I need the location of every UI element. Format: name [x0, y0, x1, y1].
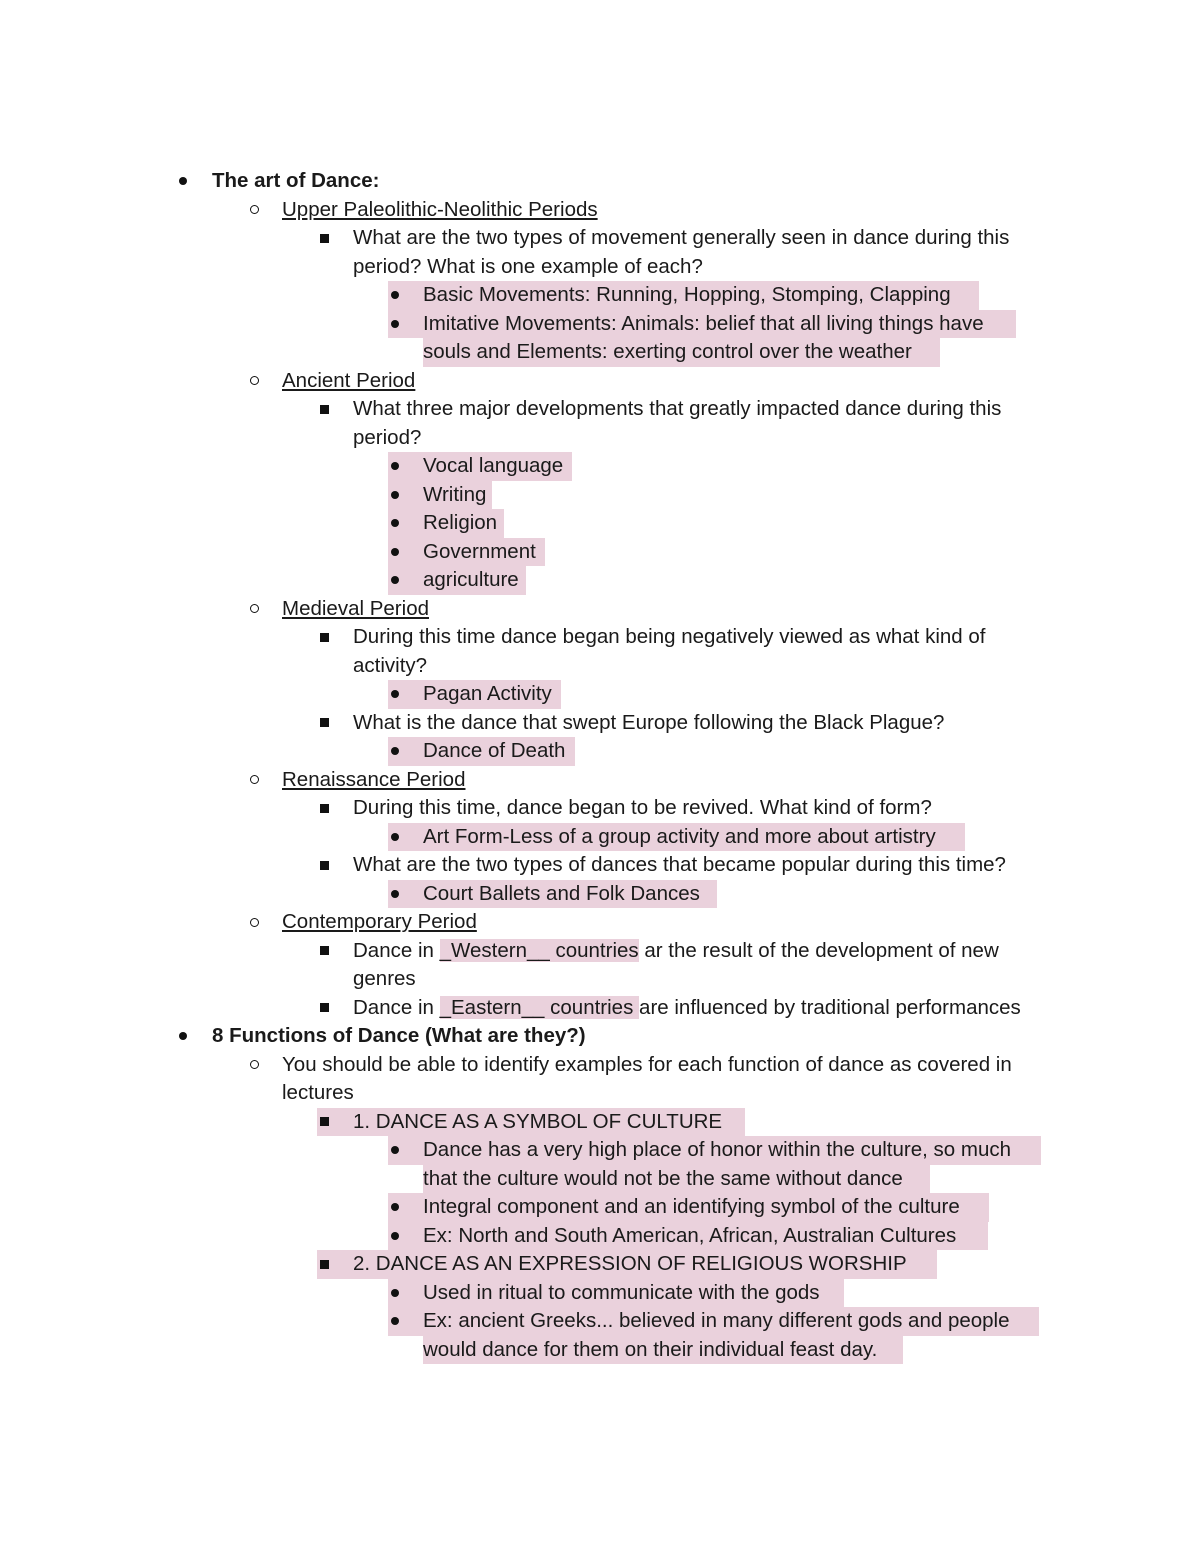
- question-continuation: [0, 652, 1200, 681]
- disc-bullet-icon: [388, 1136, 402, 1165]
- question-text: [353, 994, 1021, 1023]
- outline-item-functions: [0, 1022, 1200, 1051]
- function-heading-item: [0, 1250, 1200, 1279]
- square-bullet-icon: [317, 623, 331, 652]
- outline-item-medieval: [0, 595, 1200, 624]
- answer-fill: _Western__ countries: [439, 938, 639, 962]
- answer-item: [0, 310, 1200, 339]
- question-item: [0, 224, 1200, 253]
- question-item: [0, 994, 1200, 1023]
- question-text: [353, 937, 999, 966]
- disc-bullet-icon: [388, 880, 402, 909]
- section-title: The art of Dance:: [212, 169, 380, 192]
- disc-bullet-icon: [388, 310, 402, 339]
- function-heading-item: [0, 1108, 1200, 1137]
- question-item: [0, 623, 1200, 652]
- outline-item-renaissance: [0, 766, 1200, 795]
- answer-text: Pagan Activity: [423, 682, 552, 705]
- question-text: What three major developments that greatly impacted dance during this: [353, 397, 1002, 420]
- answer-text: Writing: [423, 482, 487, 506]
- answer-text: Integral component and an identifying symbol of the culture: [423, 1195, 960, 1218]
- answer-text: Basic Movements: Running, Hopping, Stomping, Clapping: [423, 283, 951, 306]
- question-text: period?: [353, 425, 422, 449]
- answer-item: [0, 1136, 1200, 1165]
- answer-text: Ex: ancient Greeks... believed in many different gods and people: [423, 1309, 1010, 1332]
- circle-bullet-icon: [247, 595, 261, 624]
- question-item: [0, 794, 1200, 823]
- square-bullet-icon: [317, 794, 331, 823]
- answer-text: Court Ballets and Folk Dances: [423, 881, 700, 905]
- functions-intro: [0, 1051, 1200, 1080]
- answer-text: Vocal language: [423, 454, 564, 477]
- period-heading: Upper Paleolithic-Neolithic Periods: [282, 197, 598, 221]
- answer-item: [0, 281, 1200, 310]
- disc-bullet-icon: [388, 1307, 402, 1336]
- disc-bullet-icon: [176, 1022, 190, 1051]
- square-bullet-icon: [317, 994, 331, 1023]
- answer-text: Ex: North and South American, African, Australian Cultures: [423, 1223, 957, 1247]
- section-title: 8 Functions of Dance (What are they?): [212, 1024, 586, 1047]
- intro-text: lectures: [282, 1081, 354, 1104]
- answer-text: would dance for them on their individual feast day.: [423, 1337, 878, 1361]
- circle-bullet-icon: [247, 766, 261, 795]
- answer-text: Dance of Death: [423, 739, 566, 762]
- answer-text: Religion: [423, 511, 498, 534]
- outline-item-contemporary: [0, 908, 1200, 937]
- outline-item-upper-paleolithic: [0, 196, 1200, 225]
- question-text: What are the two types of dances that became popular during this time?: [353, 853, 1006, 876]
- square-bullet-icon: [317, 851, 331, 880]
- circle-bullet-icon: [247, 908, 261, 937]
- disc-bullet-icon: [388, 509, 402, 538]
- answer-item: [0, 509, 1200, 538]
- answer-text: agriculture: [423, 568, 519, 591]
- disc-bullet-icon: [388, 1222, 402, 1251]
- square-bullet-icon: [317, 224, 331, 253]
- answer-item: [0, 566, 1200, 595]
- circle-bullet-icon: [247, 367, 261, 396]
- question-item: [0, 395, 1200, 424]
- disc-bullet-icon: [388, 538, 402, 567]
- function-heading: 2. DANCE AS AN EXPRESSION OF RELIGIOUS WORSHIP: [353, 1252, 907, 1275]
- disc-bullet-icon: [388, 823, 402, 852]
- answer-item: [0, 880, 1200, 909]
- answer-item: [0, 1222, 1200, 1251]
- disc-bullet-icon: [388, 281, 402, 310]
- outline-item-ancient: [0, 367, 1200, 396]
- answer-text: souls and Elements: exerting control over the weather: [423, 340, 912, 363]
- question-continuation: [0, 965, 1200, 994]
- disc-bullet-icon: [388, 1279, 402, 1308]
- question-text: During this time dance began being negatively viewed as what kind of: [353, 625, 986, 648]
- answer-item: [0, 823, 1200, 852]
- period-heading: Ancient Period: [282, 368, 416, 392]
- answer-item: [0, 452, 1200, 481]
- disc-bullet-icon: [388, 737, 402, 766]
- answer-continuation: [0, 338, 1200, 367]
- answer-text: Imitative Movements: Animals: belief that all living things have: [423, 311, 984, 335]
- square-bullet-icon: [317, 937, 331, 966]
- disc-bullet-icon: [388, 680, 402, 709]
- question-item: [0, 851, 1200, 880]
- function-heading: 1. DANCE AS A SYMBOL OF CULTURE: [353, 1109, 723, 1133]
- period-heading: Medieval Period: [282, 596, 429, 620]
- disc-bullet-icon: [388, 1193, 402, 1222]
- answer-continuation: [0, 1165, 1200, 1194]
- answer-text: Used in ritual to communicate with the gods: [423, 1280, 820, 1304]
- answer-text: Art Form-Less of a group activity and more about artistry: [423, 824, 936, 848]
- square-bullet-icon: [317, 395, 331, 424]
- intro-continuation: [0, 1079, 1200, 1108]
- question-continuation: [0, 253, 1200, 282]
- disc-bullet-icon: [176, 167, 190, 196]
- question-continuation: [0, 424, 1200, 453]
- square-bullet-icon: [317, 1108, 331, 1137]
- answer-item: [0, 680, 1200, 709]
- question-prefix: Dance in: [353, 938, 440, 962]
- answer-text: that the culture would not be the same without dance: [423, 1166, 903, 1190]
- period-heading: Contemporary Period: [282, 910, 477, 933]
- square-bullet-icon: [317, 1250, 331, 1279]
- answer-item: [0, 1193, 1200, 1222]
- answer-item: [0, 1279, 1200, 1308]
- square-bullet-icon: [317, 709, 331, 738]
- answer-fill: _Eastern__ countries: [439, 995, 640, 1019]
- question-text: activity?: [353, 653, 428, 677]
- question-text: period? What is one example of each?: [353, 254, 703, 278]
- question-suffix: ar the result of the development of new: [638, 938, 999, 962]
- disc-bullet-icon: [388, 481, 402, 510]
- answer-item: [0, 538, 1200, 567]
- intro-text: You should be able to identify examples for each function of dance as covered in: [282, 1052, 1012, 1076]
- question-text: What is the dance that swept Europe following the Black Plague?: [353, 710, 945, 734]
- period-heading: Renaissance Period: [282, 767, 466, 791]
- question-item: [0, 937, 1200, 966]
- circle-bullet-icon: [247, 196, 261, 225]
- question-text: During this time, dance began to be revived. What kind of form?: [353, 796, 932, 819]
- answer-text: Government: [423, 539, 536, 563]
- question-prefix: Dance in: [353, 995, 440, 1019]
- outline-item-art-of-dance: [0, 167, 1200, 196]
- document-page: [0, 167, 1200, 1364]
- question-text: genres: [353, 967, 416, 990]
- disc-bullet-icon: [388, 452, 402, 481]
- answer-item: [0, 481, 1200, 510]
- answer-item: [0, 1307, 1200, 1336]
- question-item: [0, 709, 1200, 738]
- disc-bullet-icon: [388, 566, 402, 595]
- circle-bullet-icon: [247, 1051, 261, 1080]
- answer-continuation: [0, 1336, 1200, 1365]
- question-text: What are the two types of movement generally seen in dance during this: [353, 226, 1010, 249]
- answer-text: Dance has a very high place of honor within the culture, so much: [423, 1138, 1011, 1161]
- answer-item: [0, 737, 1200, 766]
- question-suffix: are influenced by traditional performances: [639, 995, 1021, 1019]
